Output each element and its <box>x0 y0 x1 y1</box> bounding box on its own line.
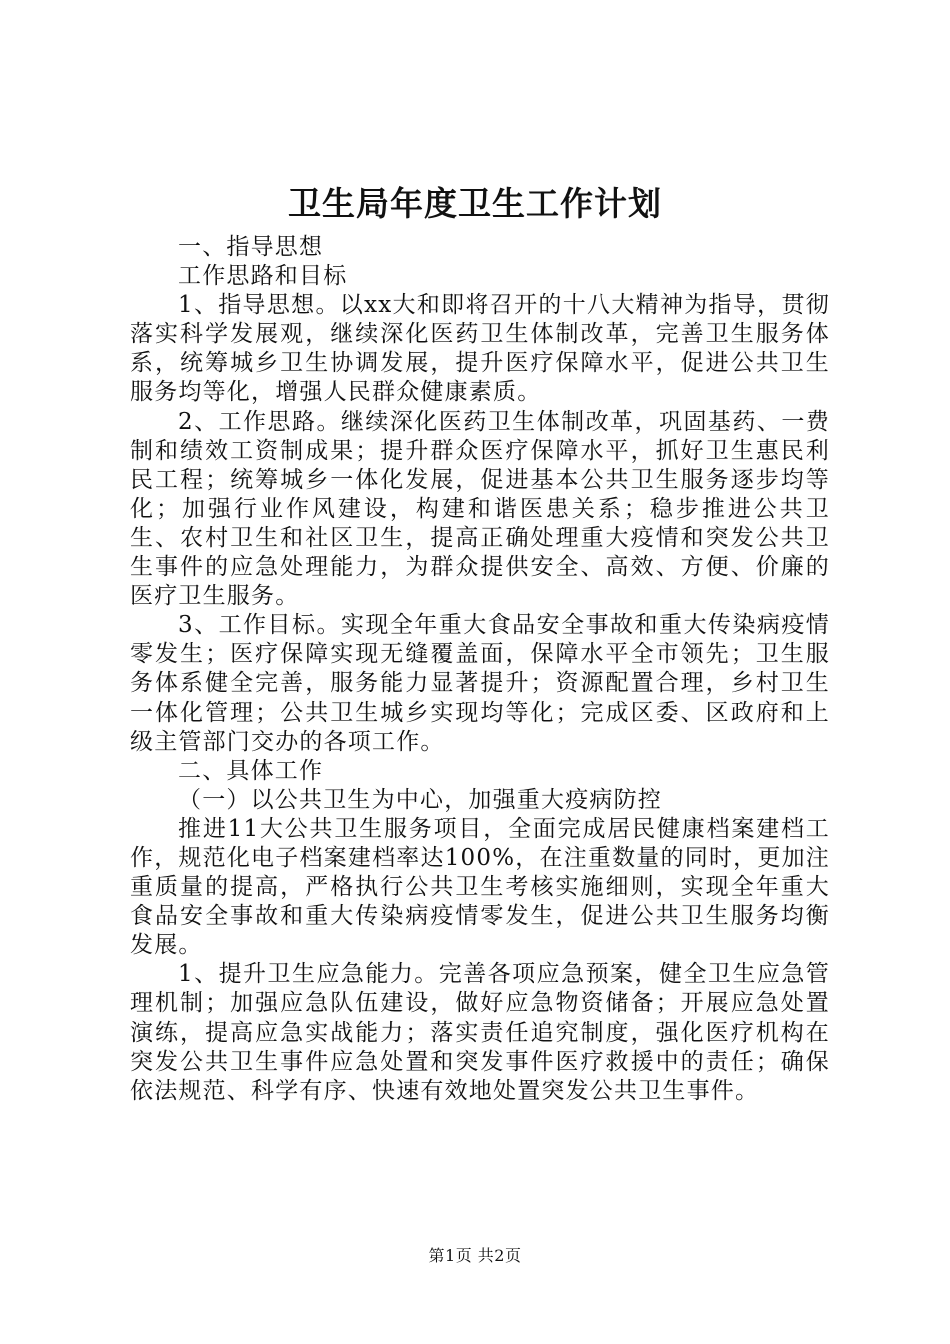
paragraph-public-health-projects: 推进11大公共卫生服务项目，全面完成居民健康档案建档工作，规范化电子档案建档率达100%，在注重数量的同时，更加注重质量的提高，严格执行公共卫生考核实施细则，实现全年重大食品安全事故和重大传染病疫情零发生，促进公共卫生服务均衡发展。 <box>130 815 830 959</box>
paragraph-work-approach: 2、工作思路。继续深化医药卫生体制改革，巩固基药、一费制和绩效工资制成果；提升群众医疗保障水平，抓好卫生惠民利民工程；统筹城乡一体化发展，促进基本公共卫生服务逐步均等化；加强行业作风建设，构建和谐医患关系；稳步推进公共卫生、农村卫生和社区卫生，提高正确处理重大疫情和突发公共卫生事件的应急处理能力，为群众提供安全、高效、方便、价廉的医疗卫生服务。 <box>130 408 830 610</box>
document-body <box>130 233 830 1106</box>
subheading-public-health: （一）以公共卫生为中心，加强重大疫病防控 <box>178 786 662 813</box>
paragraph-work-goals: 3、工作目标。实现全年重大食品安全事故和重大传染病疫情零发生；医疗保障实现无缝覆盖面，保障水平全市领先；卫生服务体系健全完善，服务能力显著提升；资源配置合理，乡村卫生一体化管理；公共卫生城乡实现均等化；完成区委、区政府和上级主管部门交办的各项工作。 <box>130 612 830 755</box>
subheading-work-approach-goals: 工作思路和目标 <box>178 263 348 290</box>
section-heading-specific-work: 二、具体工作 <box>178 757 324 784</box>
paragraph-emergency-capability: 1、提升卫生应急能力。完善各项应急预案，健全卫生应急管理机制；加强应急队伍建设，做好应急物资储备；开展应急处置演练，提高应急实战能力；落实责任追究制度，强化医疗机构在突发公共卫生事件应急处置和突发事件医疗救援中的责任；确保依法规范、科学有序、快速有效地处置突发公共卫生事件。 <box>130 961 830 1104</box>
document-title: 卫生局年度卫生工作计划 <box>288 184 662 223</box>
section-heading-guiding-ideology: 一、指导思想 <box>178 234 324 260</box>
page-footer: 第1页 共2页 <box>428 1246 522 1265</box>
paragraph-guiding-ideology: 1、指导思想。以xx大和即将召开的十八大精神为指导，贯彻落实科学发展观，继续深化医药卫生体制改革，完善卫生服务体系，统筹城乡卫生协调发展，提升医疗保障水平，促进公共卫生服务均等化，增强人民群众健康素质。 <box>130 292 830 406</box>
